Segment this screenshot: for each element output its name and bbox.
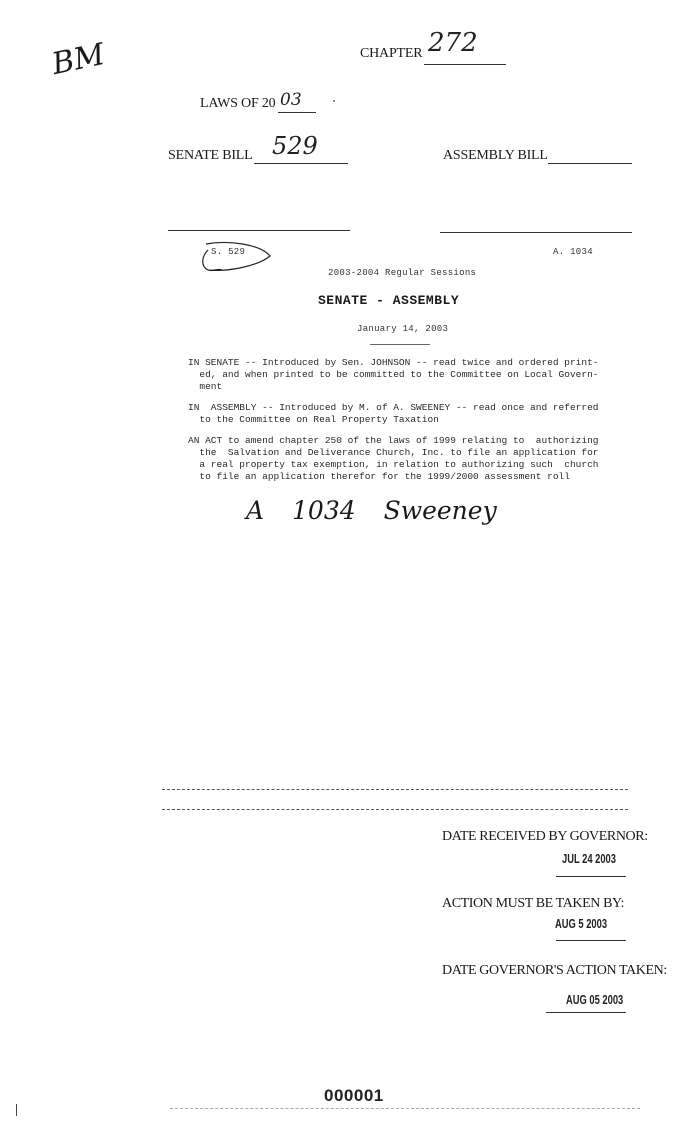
handwritten-initials: BM (48, 36, 108, 83)
speck (333, 100, 335, 102)
action-must-underline (556, 940, 626, 941)
separator-dashed-1 (162, 789, 628, 790)
action-must-label: ACTION MUST BE TAKEN BY: (442, 896, 624, 911)
footer-dotted-line (170, 1108, 640, 1109)
date-received-label: DATE RECEIVED BY GOVERNOR: (442, 829, 648, 844)
separator-dashed-2 (162, 809, 628, 810)
laws-of-label: LAWS OF 20 (200, 96, 276, 111)
handwritten-assembly-note: A 1034 Sweeney (246, 496, 497, 525)
laws-year-underline (278, 112, 316, 113)
signature-line-left (168, 230, 350, 231)
session-label: 2003-2004 Regular Sessions (328, 268, 477, 278)
date-received-stamp: JUL 24 2003 (562, 851, 616, 866)
date-received-underline (556, 876, 626, 877)
margin-mark (16, 1104, 17, 1116)
laws-year: 03 (280, 90, 302, 110)
senate-number-circle (198, 240, 274, 274)
action-taken-stamp: AUG 05 2003 (566, 992, 624, 1007)
act-description: AN ACT to amend chapter 250 of the laws of 1999 relating to authorizing the Salvation and Deliverance Church, Inc. to file an application for a real property tax exemption, in relation to authorizing such church to file an application therefor for the 1999/2000 assessment roll (188, 435, 599, 482)
action-taken-underline (546, 1012, 626, 1013)
page-number: 000001 (324, 1086, 384, 1105)
senate-bill-number: 529 (272, 132, 318, 160)
bill-date: January 14, 2003 (357, 324, 449, 334)
action-must-stamp: AUG 5 2003 (555, 916, 608, 931)
assembly-introduction: IN ASSEMBLY -- Introduced by M. of A. SWEENEY -- read once and referred to the Committee on Real Property Taxation (188, 402, 599, 425)
senate-introduction: IN SENATE -- Introduced by Sen. JOHNSON -- read twice and ordered print- ed, and when printed to be committed to the Committee on Local Govern- ment (188, 357, 599, 392)
assembly-number: A. 1034 (553, 247, 593, 257)
date-underline (370, 344, 430, 345)
bill-title: SENATE - ASSEMBLY (318, 293, 460, 308)
assembly-bill-underline (548, 163, 632, 164)
chapter-label: CHAPTER (360, 46, 423, 61)
senate-number: S. 529 (211, 247, 246, 257)
signature-line-right (440, 232, 632, 233)
chapter-underline (424, 64, 506, 65)
senate-bill-label: SENATE BILL (168, 148, 253, 163)
action-taken-label: DATE GOVERNOR'S ACTION TAKEN: (442, 963, 667, 978)
senate-bill-underline (254, 163, 348, 164)
chapter-number: 272 (428, 28, 478, 58)
assembly-bill-label: ASSEMBLY BILL (443, 148, 548, 163)
